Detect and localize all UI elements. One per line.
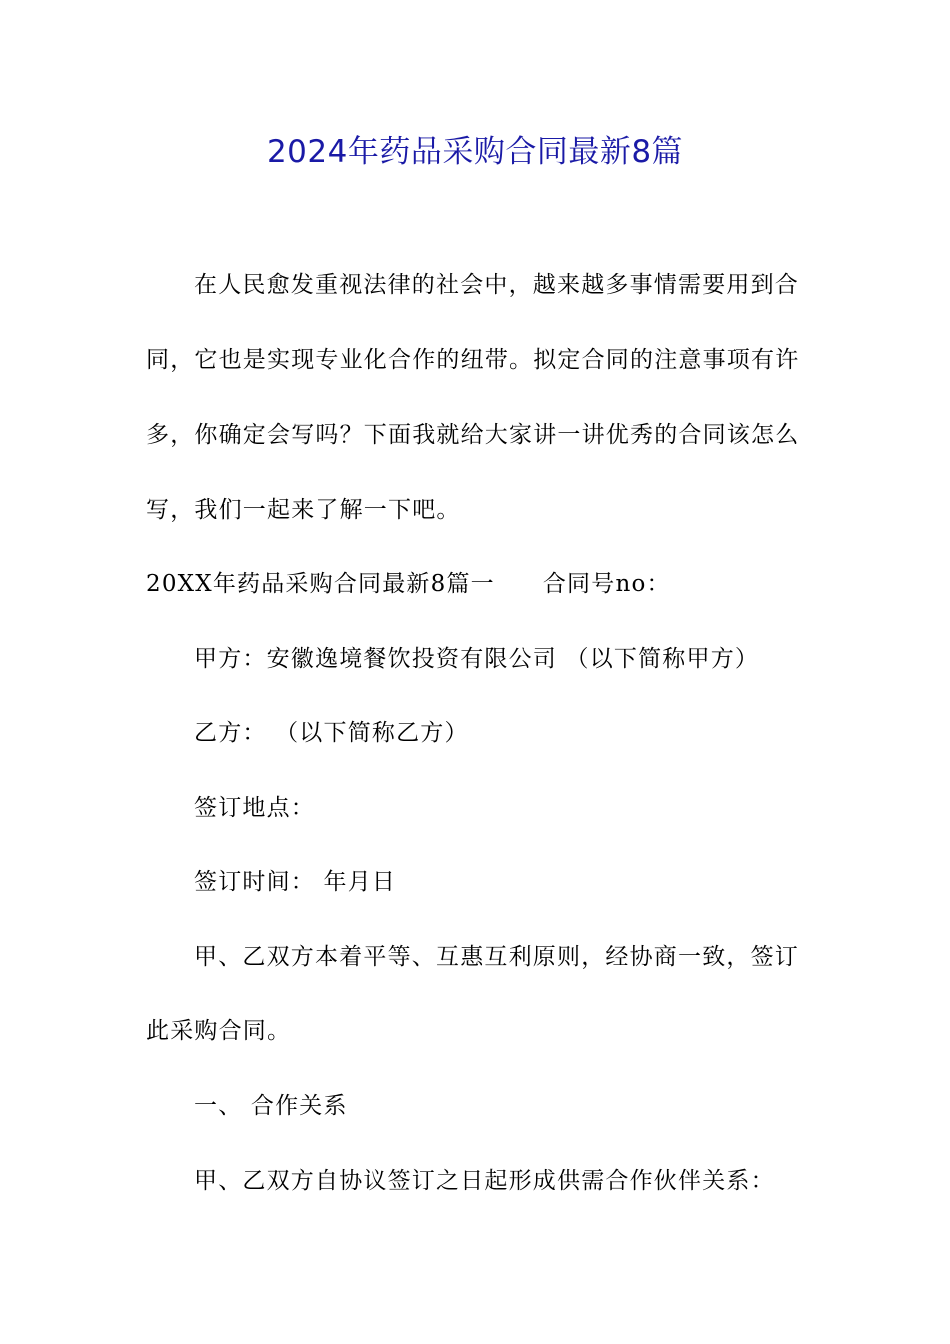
- agreement-line-1: 甲、乙双方本着平等、互惠互利原则，经协商一致，签订: [194, 944, 799, 970]
- party-b: 乙方： （以下简称乙方）: [194, 720, 469, 746]
- contract-number: 合同号no：: [542, 571, 671, 597]
- sign-time: 签订时间： 年月日: [194, 869, 397, 895]
- sign-place: 签订地点：: [194, 795, 315, 821]
- clause-1-text: 甲、乙双方自协议签订之日起形成供需合作伙伴关系：: [194, 1168, 775, 1194]
- clause-1-heading: 一、 合作关系: [194, 1093, 348, 1119]
- intro-line-2: 同，它也是实现专业化合作的纽带。拟定合同的注意事项有许: [146, 347, 800, 373]
- party-a: 甲方：安徽逸境餐饮投资有限公司 （以下简称甲方）: [194, 646, 760, 672]
- intro-line-1: 在人民愈发重视法律的社会中，越来越多事情需要用到合: [194, 272, 799, 298]
- intro-line-3: 多，你确定会写吗？下面我就给大家讲一讲优秀的合同该怎么: [146, 422, 800, 448]
- intro-line-4: 写，我们一起来了解一下吧。: [146, 497, 461, 523]
- document-title: 2024年药品采购合同最新8篇: [266, 134, 684, 170]
- section-heading-row: [146, 567, 671, 601]
- agreement-line-2: 此采购合同。: [146, 1018, 292, 1044]
- section-heading: 20XX年药品采购合同最新8篇一: [146, 571, 495, 597]
